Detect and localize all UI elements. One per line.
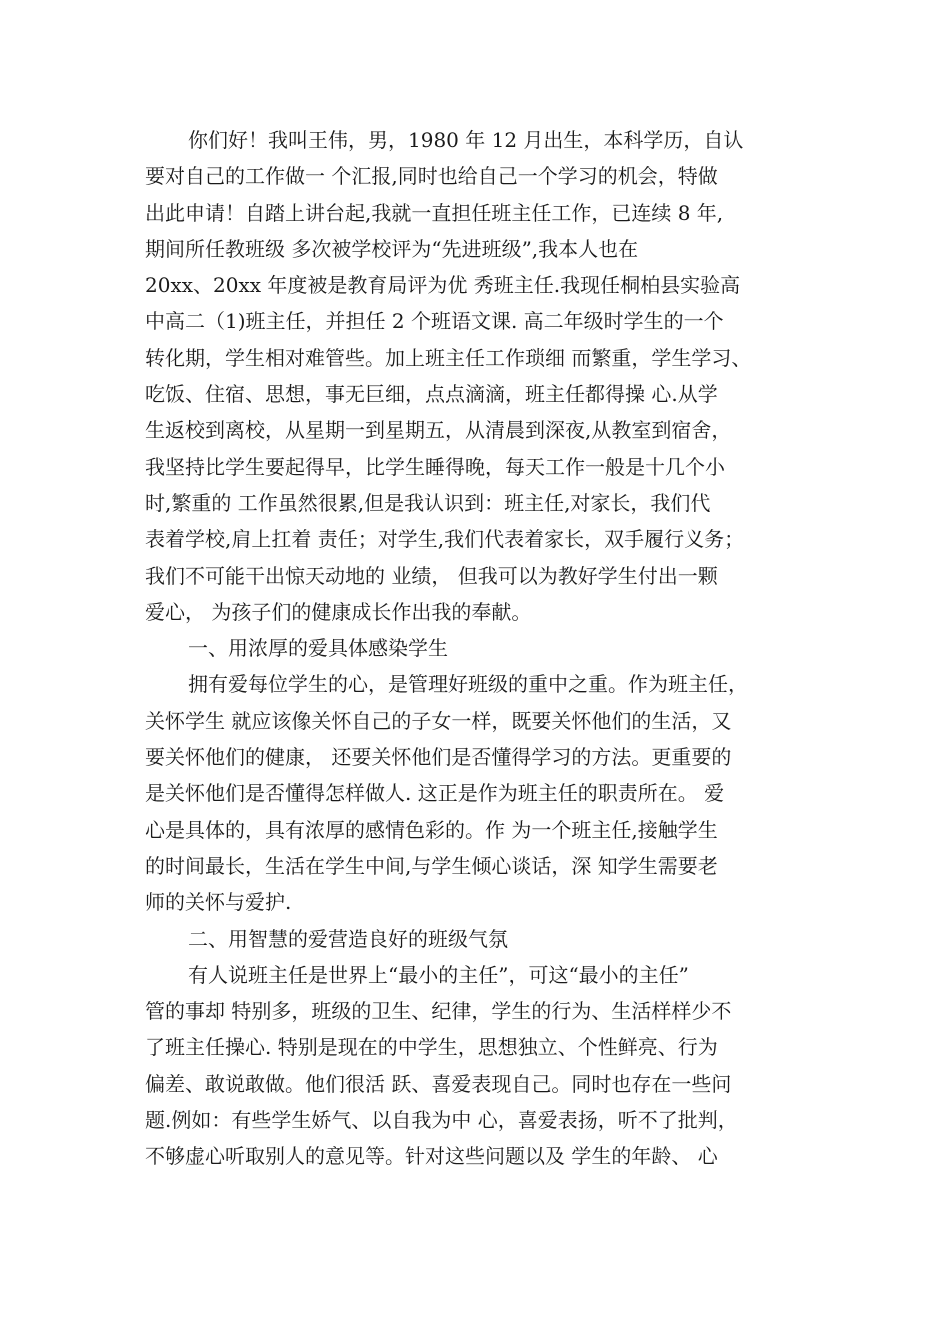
paragraph-intro-line: 生返校到离校，从星期一到星期五，从清晨到深夜,从教室到宿舍，: [145, 418, 732, 443]
section-1-line: 是关怀他们是否懂得怎样做人. 这正是作为班主任的职责所在。 爱: [145, 781, 725, 806]
paragraph-intro-line: 中高二（1)班主任，并担任 2 个班语文课. 高二年级时学生的一个: [145, 309, 724, 334]
section-heading-1: 一、用浓厚的爱具体感染学生: [188, 636, 448, 661]
paragraph-intro-line: 时,繁重的 工作虽然很累,但是我认识到：班主任,对家长，我们代: [145, 490, 711, 515]
section-1-line: 师的关怀与爱护.: [145, 890, 292, 915]
section-1-line: 要关怀他们的健康， 还要关怀他们是否懂得学习的方法。更重要的: [145, 745, 732, 770]
section-heading-2: 二、用智慧的爱营造良好的班级气氛: [188, 926, 508, 951]
paragraph-intro-line: 期间所任教班级 多次被学校评为“先进班级”,我本人也在: [145, 236, 639, 261]
section-2-line: 不够虚心听取别人的意见等。针对这些问题以及 学生的年龄、 心: [145, 1144, 718, 1169]
paragraph-intro-line: 要对自己的工作做一 个汇报,同时也给自己一个学习的机会，特做: [145, 164, 718, 189]
paragraph-intro-line: 我们不可能干出惊天动地的 业绩， 但我可以为教好学生付出一颗: [145, 563, 718, 588]
paragraph-intro-line: 我坚持比学生要起得早，比学生睡得晚，每天工作一般是十几个小: [145, 454, 725, 479]
paragraph-intro-line: 爱心， 为孩子们的健康成长作出我的奉献。: [145, 599, 532, 624]
section-1-line: 的时间最长，生活在学生中间,与学生倾心谈话，深 知学生需要老: [145, 853, 718, 878]
paragraph-intro-line: 转化期，学生相对难管些。加上班主任工作琐细 而繁重，学生学习、: [145, 345, 752, 370]
document-body: [145, 122, 825, 1175]
paragraph-intro-line: 出此申请！自踏上讲台起,我就一直担任班主任工作，已连续 8 年,: [145, 200, 724, 225]
section-1-line: 关怀学生 就应该像关怀自己的子女一样，既要关怀他们的生活，又: [145, 708, 732, 733]
section-1-line: 心是具体的，具有浓厚的感情色彩的。作 为一个班主任,接触学生: [145, 817, 718, 842]
section-2-line: 了班主任操心. 特别是现在的中学生，思想独立、个性鲜亮、行为: [145, 1035, 718, 1060]
paragraph-intro-line: 你们好！我叫王伟，男，1980 年 12 月出生，本科学历，自认: [188, 128, 744, 152]
paragraph-intro-line: 表着学校,肩上扛着 责任；对学生,我们代表着家长，双手履行义务；: [145, 527, 745, 552]
section-2-line: 管的事却 特别多，班级的卫生、纪律，学生的行为、生活样样少不: [145, 999, 732, 1024]
section-1-line: 拥有爱每位学生的心，是管理好班级的重中之重。作为班主任，: [188, 672, 748, 697]
section-2-line: 有人说班主任是世界上“最小的主任”，可这“最小的主任”: [188, 962, 689, 987]
paragraph-intro-line: 吃饭、住宿、思想，事无巨细，点点滴滴，班主任都得操 心.从学: [145, 382, 718, 407]
paragraph-intro-line: 20xx、20xx 年度被是教育局评为优 秀班主任.我现任桐柏县实验高: [145, 273, 741, 298]
section-2-line: 偏差、敢说敢做。他们很活 跃、喜爱表现自己。同时也存在一些问: [145, 1071, 732, 1096]
section-2-line: 题.例如：有些学生娇气、以自我为中 心，喜爱表扬，听不了批判，: [145, 1108, 738, 1133]
